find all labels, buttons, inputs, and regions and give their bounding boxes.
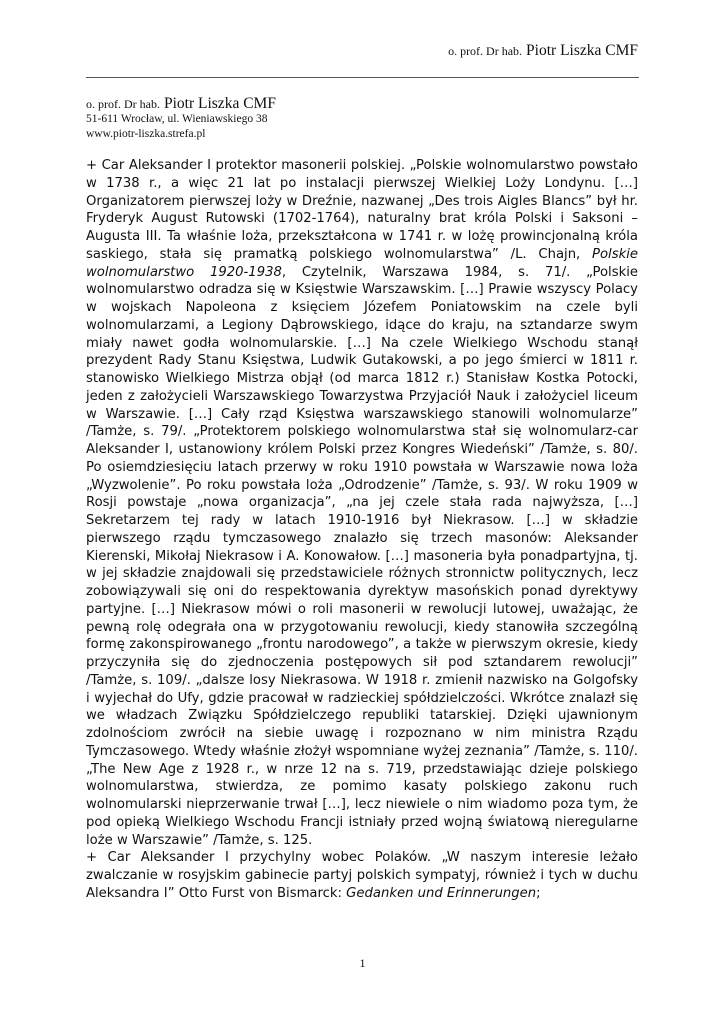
- header-rule: [86, 77, 639, 78]
- header-title-prefix: o. prof. Dr hab.: [448, 44, 523, 58]
- author-address: 51-611 Wrocław, ul. Wieniawskiego 38: [86, 113, 268, 125]
- paragraph-1-book-title: Polskie wolnomularstwo 1920-1938: [86, 246, 638, 280]
- paragraph-2-book-title: Gedanken und Erinnerungen: [346, 885, 537, 901]
- author-website: www.piotr-liszka.strefa.pl: [86, 128, 206, 140]
- paragraph-2-text-b: ;: [536, 885, 541, 901]
- paragraph-1-text-b: , Czytelnik, Warszawa 1984, s. 71/. „Polskie wolnomularstwo odradza się w Księstwie Warszawskim. […] Prawie wszyscy Polacy w wojskach Napoleona z księciem Józefem Poniatowskim na czele byli wolnomularzami, a Legiony Dąbrowskiego, idące do kraju, na sztandarze swym miały nawet godła wolnomularskie. […] Na czele Wielkiego Wschodu stanął prezydent Rady Stanu Księstwa, Ludwik Gutakowski, a po jego śmierci w 1811 r. stanowisko Wielkiego Mistrza objął (od marca 1812 r.) Stanisław Kostka Potocki, jeden z założycieli Warszawskiego Towarzystwa Przyjaciół Nauk i założyciel liceum w Warszawie. […] Cały rząd Księstwa warszawskiego stanowili wolnomularze” /Tamże, s. 79/. „Protektorem polskiego wolnomularstwa stał się wolnomularz-car Aleksander I, ustanowiony królem Polski przez Kongres Wiedeński” /Tamże, s. 80/. Po osiemdziesięciu latach przerwy w roku 1910 powstała w Warszawie nowa loża „Wyzwolenie”. Po roku powstała loża „Odrodzenie” /Tamże, s. 93/. W roku 1909 w Rosji powstaje „nowa organizacja”, „na jej czele stała rada najwyższa, […] Sekretarzem tej rady w latach 1910-1916 był Niekrasow. […] w składzie pierwszego rządu tymczasowego znalazło się trzech masonów: Aleksander Kierenski, Mikołaj Niekrasow i A. Konowałow. […] masoneria była ponadpartyjna, tj. w jej składzie znajdowali się przedstawiciele różnych stronnictw politycznych, lecz zobowiązywali się oni do respektowania dyrektyw masońskich ponad dyrektywy partyjne. […] Niekrasow mówi o roli masonerii w rewolucji lutowej, uważając, że pewną rolę odegrała ona w przygotowaniu rewolucji, kiedy stanowiła szczególną formę zakonspirowanego „frontu narodowego”, a także w pierwszym okresie, kiedy przyczyniła się do zjednoczenia postępowych sił pod sztandarem rewolucji” /Tamże, s. 109/. „dalsze losy Niekrasowa. W 1918 r. zmienił nazwisko na Golgofsky i wyjechał do Ufy, gdzie pracował w radzieckiej spółdzielczości. Wkrótce znalazł się we władzach Związku Spółdzielczego republiki tatarskiej. Dzięki ujawnionym zdolnościom zwrócił na siebie uwagę i rozpoznano w nim ministra Rządu Tymczasowego. Wtedy właśnie złożył wspomniane wyżej zeznania” /Tamże, s. 110/. „The New Age z 1928 r., w nrze 12 na s. 719, przedstawiając dzieje polskiego wolnomularstwa, stwierdza, ze pomimo kasaty polskiego zakonu ruch wolnomularski nieprzerwanie trwał […], lecz niewiele o nim wiadomo poza tym, że pod opieką Wielkiego Wschodu Francji istniały przed wojną światową nieregularne loże w Warszawie” /Tamże, s. 125.: [86, 264, 638, 848]
- running-header: [448, 42, 638, 60]
- body-text: [86, 157, 638, 903]
- paragraph-1-text-a: + Car Aleksander I protektor masonerii polskiej. „Polskie wolnomularstwo powstało w 1738 r., a więc 21 lat po instalacji pierwszej Wielkiej Loży Londynu. […] Organizatorem pierwszej loży w Dreźnie, nazwanej „Des trois Aigles Blancs” był hr. Fryderyk August Rutowski (1702-1764), naturalny brat króla Polski i Saksoni – Augusta III. Ta właśnie loża, przekształcona w 1741 r. w lożę prowincjonalną króla saskiego, stała się pramatką polskiego wolnomularstwa” /L. Chajn,: [86, 158, 638, 262]
- paragraph-2: [86, 849, 638, 902]
- paragraph-1: [86, 157, 638, 849]
- author-name: Piotr Liszka CMF: [163, 95, 276, 112]
- header-author-name: Piotr Liszka CMF: [526, 42, 638, 59]
- author-block: [86, 96, 276, 142]
- page-number: 1: [359, 956, 366, 970]
- paragraph-2-text-a: + Car Aleksander I przychylny wobec Polaków. „W naszym interesie leżało zwalczanie w rosyjskim gabinecie partyj polskich sympatyj, również i tych w duchu Aleksandra I” Otto Furst von Bismarck:: [86, 850, 638, 901]
- author-title-prefix: o. prof. Dr hab.: [86, 97, 160, 111]
